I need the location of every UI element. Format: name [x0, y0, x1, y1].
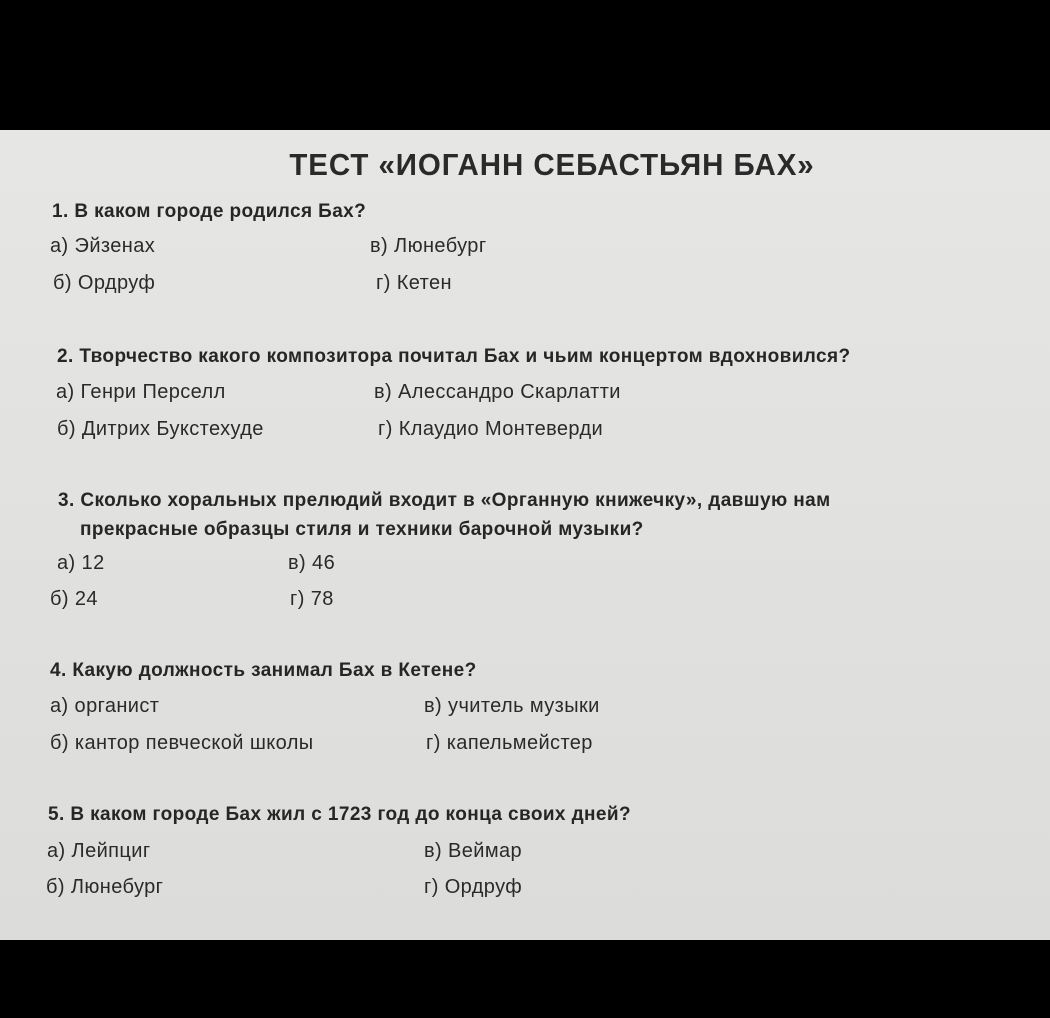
q4-option-g: г) капельмейстер: [426, 732, 593, 754]
q1-option-a: а) Эйзенах: [50, 235, 156, 257]
q3-option-v: в) 46: [288, 552, 336, 574]
q5-option-v: в) Веймар: [424, 840, 523, 862]
q5-option-a: а) Лейпциг: [47, 840, 151, 862]
q1-option-v: в) Люнебург: [370, 235, 487, 257]
q4-option-a: а) органист: [50, 695, 160, 717]
q3-option-g: г) 78: [290, 588, 334, 610]
q3-option-a: а) 12: [57, 552, 105, 574]
q2-option-v: в) Алессандро Скарлатти: [374, 381, 621, 403]
q5-option-g: г) Ордруф: [424, 876, 523, 898]
q5-option-b: б) Люнебург: [46, 876, 164, 898]
q2-option-a: а) Генри Перселл: [56, 381, 226, 403]
q1-option-b: б) Ордруф: [53, 272, 156, 294]
question-4: 4. Какую должность занимал Бах в Кетене?: [50, 660, 477, 681]
test-sheet: [0, 130, 1050, 940]
question-5: 5. В каком городе Бах жил с 1723 год до конца своих дней?: [48, 804, 631, 825]
q1-option-g: г) Кетен: [376, 272, 452, 294]
q4-option-b: б) кантор певческой школы: [50, 732, 314, 754]
q4-option-v: в) учитель музыки: [424, 695, 600, 717]
page-title: ТЕСТ «ИОГАНН СЕБАСТЬЯН БАХ»: [289, 147, 815, 182]
q3-option-b: б) 24: [50, 588, 98, 610]
q2-option-b: б) Дитрих Букстехуде: [57, 418, 264, 440]
question-3-line-1: 3. Сколько хоральных прелюдий входит в «Органную книжечку», давшую нам: [58, 490, 831, 511]
question-3-line-2: прекрасные образцы стиля и техники барочной музыки?: [80, 519, 644, 540]
q2-option-g: г) Клаудио Монтеверди: [378, 418, 604, 440]
bleed-through-text: [560, 260, 566, 286]
question-2: 2. Творчество какого композитора почитал Бах и чьим концертом вдохновился?: [57, 346, 851, 367]
question-1: 1. В каком городе родился Бах?: [52, 201, 367, 222]
